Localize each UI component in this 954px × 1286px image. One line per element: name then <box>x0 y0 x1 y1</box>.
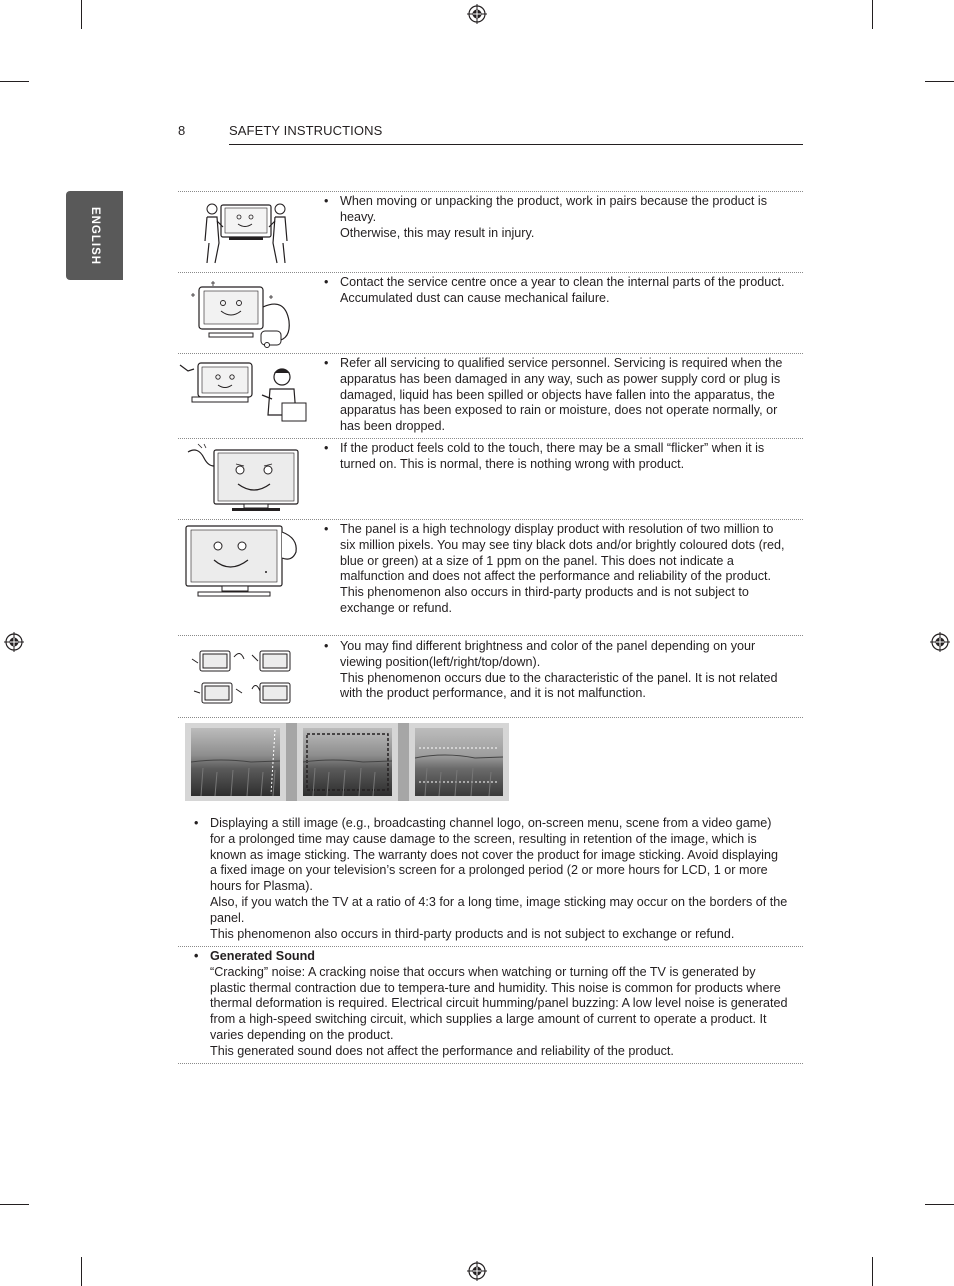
paragraph: The panel is a high technology display product with resolution of two million to six million pixels. You may see tiny black dots and/or brightly coloured dots (red, blue or green) at a size of 1 ppm on the panel. This does not indicate a malfunction and does not affect the performance and reliability of the product. <box>340 522 785 584</box>
paragraph: This phenomenon occurs due to the characteristic of the panel. It is not related with the product performance, and it is not malfunction. <box>340 670 778 701</box>
bullet: • <box>194 949 199 963</box>
crop-mark <box>872 0 873 29</box>
section-title: SAFETY INSTRUCTIONS <box>229 123 383 138</box>
language-tab <box>66 191 123 280</box>
paragraph: Otherwise, this may result in injury. <box>340 225 535 240</box>
header-rule <box>229 144 803 145</box>
paragraph: Contact the service centre once a year to clean the internal parts of the product. <box>340 275 785 289</box>
registration-mark-icon <box>467 4 487 24</box>
divider <box>178 438 803 439</box>
divider <box>178 946 803 947</box>
registration-mark-icon <box>930 632 950 652</box>
photo-separator <box>398 723 409 801</box>
tv-pixel-dots-illustration <box>182 522 302 600</box>
image-sticking-photo-pillarbox <box>409 723 509 801</box>
crop-mark <box>872 1257 873 1286</box>
paragraph: “Cracking” noise: A cracking noise that occurs when watching or turning off the TV is generated by plastic thermal contraction due to tempera-ture and humidity. This noise is common for products where thermal deformation is required. Electrical circuit humming/panel buzzing: A low level noise is generated from a high-speed switching circuit, which supplies a large amount of current to operate a product. It varies depending on the product. <box>210 964 788 1042</box>
crop-mark <box>81 1257 82 1286</box>
registration-mark-icon <box>467 1261 487 1281</box>
crop-mark <box>0 81 29 82</box>
crop-mark <box>925 1204 954 1205</box>
row-text <box>340 194 786 241</box>
bullet: • <box>324 194 329 208</box>
paragraph: Accumulated dust can cause mechanical failure. <box>340 290 610 305</box>
bullet: • <box>194 816 199 830</box>
bullet: • <box>324 275 329 289</box>
generated-sound-heading: Generated Sound <box>210 949 315 963</box>
language-tab-label: ENGLISH <box>88 206 101 265</box>
tv-viewing-angles-illustration <box>190 645 296 709</box>
page-number: 8 <box>178 123 186 138</box>
tv-flicker-cold-illustration <box>184 442 302 516</box>
row-text <box>340 522 786 617</box>
bullet: • <box>324 356 329 370</box>
tv-with-vacuum-cleaner-illustration <box>185 277 295 349</box>
paragraph: Displaying a still image (e.g., broadcasting channel logo, on-screen menu, scene from a video game) for a prolonged time may cause damage to the screen, resulting in retention of the image, which is known as image sticking. The warranty does not cover the product for image sticking. Avoid displaying a fixed image on your television’s screen for a prolonged period (2 or more hours for LCD, 1 or more hours for Plasma). <box>210 816 778 894</box>
bullet: • <box>324 522 329 536</box>
paragraph: This phenomenon also occurs in third-party products and is not subject to exchange or refund. <box>340 585 749 615</box>
divider <box>178 353 803 354</box>
row-text <box>340 356 786 435</box>
divider <box>178 519 803 520</box>
bullet: • <box>324 441 329 455</box>
tv-with-service-technician-illustration <box>178 357 310 433</box>
row-text <box>340 275 786 307</box>
image-sticking-photo-full <box>185 723 286 801</box>
registration-mark-icon <box>4 632 24 652</box>
two-people-carrying-tv-illustration <box>203 197 289 267</box>
bullet: • <box>324 639 329 653</box>
image-sticking-photo-letterbox <box>297 723 398 801</box>
crop-mark <box>925 81 954 82</box>
divider <box>178 717 803 718</box>
divider <box>178 272 803 273</box>
paragraph: You may find different brightness and color of the panel depending on your viewing position(left/right/top/down). <box>340 639 756 669</box>
crop-mark <box>0 1204 29 1205</box>
divider <box>178 1063 803 1064</box>
paragraph: This phenomenon also occurs in third-party products and is not subject to exchange or refund. <box>210 926 735 941</box>
row-text <box>340 441 786 473</box>
image-sticking-text <box>210 816 788 942</box>
row-text <box>340 639 786 702</box>
generated-sound-text <box>210 949 788 1060</box>
photo-separator <box>286 723 297 801</box>
paragraph: This generated sound does not affect the performance and reliability of the product. <box>210 1043 674 1058</box>
paragraph: Also, if you watch the TV at a ratio of 4:3 for a long time, image sticking may occur on the borders of the panel. <box>210 894 788 925</box>
divider <box>178 191 803 192</box>
divider <box>178 635 803 636</box>
paragraph: If the product feels cold to the touch, there may be a small “flicker” when it is turned on. This is normal, there is nothing wrong with product. <box>340 441 765 471</box>
crop-mark <box>81 0 82 29</box>
paragraph: When moving or unpacking the product, work in pairs because the product is heavy. <box>340 194 768 224</box>
paragraph: Refer all servicing to qualified service personnel. Servicing is required when the apparatus has been damaged in any way, such as power supply cord or plug is damaged, liquid has been spilled or objects have fallen into the apparatus, the apparatus has been exposed to rain or moisture, does not operate normally, or has been dropped. <box>340 356 783 434</box>
